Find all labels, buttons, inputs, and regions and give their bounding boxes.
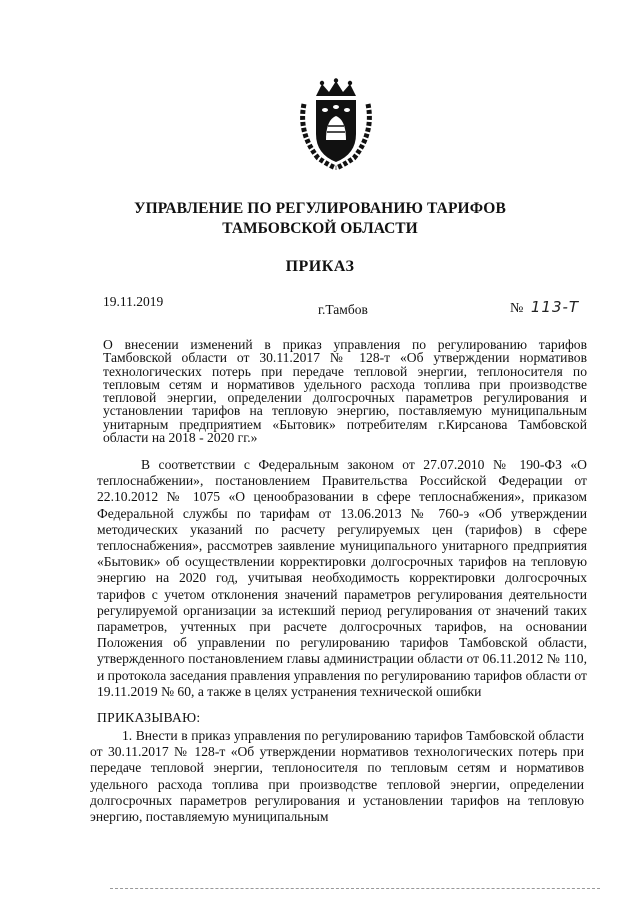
document-type: ПРИКАЗ bbox=[285, 258, 355, 275]
preamble-paragraph bbox=[97, 457, 587, 700]
order-item-1 bbox=[90, 728, 584, 825]
document-city: г.Тамбов bbox=[318, 302, 368, 317]
order-item-1-text: 1. Внести в приказ управления по регулированию тарифов Тамбовской области от 30.11.2017 № 128-т «Об утверждении нормативов технологических потерь при передаче тепловой энергии, теплоносителя по тепловым сетям и нормативов удельного расхода топлива при производстве тепловой энергии, определении долгосрочных параметров регулирования и установлении тарифов на тепловую энергию, поставляемую муниципальным bbox=[90, 728, 584, 825]
footer-divider bbox=[110, 888, 600, 889]
document-subject: О внесении изменений в приказ управления по регулированию тарифов Тамбовской области от 30.11.2017 № 128-т «Об утверждении нормативов технологических потерь при передаче тепловой энергии, теплоносителя по тепловым сетям и нормативов удельного расхода топлива при производстве тепловой энергии, определении долгосрочных параметров регулирования и установлении тарифов на тепловую энергию, поставляемую муниципальным унитарным предприятием «Бытовик» потребителям г.Кирсанова Тамбовской области на 2018 - 2020 гг.» bbox=[103, 337, 587, 446]
number-prefix: № bbox=[510, 301, 524, 316]
preamble-text: В соответствии с Федеральным законом от 27.07.2010 № 190-ФЗ «О теплоснабжении», постановлением Правительства Российской Федерации от 22.10.2012 № 1075 «О ценообразовании в сфере теплоснабжения», приказом Федеральной службы по тарифам от 13.06.2013 № 760-э «Об утверждении методических указаний по расчету регулируемых цен (тарифов) в сфере теплоснабжения», рассмотрев заявление муниципального унитарного предприятия «Бытовик» об осуществлении корректировки долгосрочных тарифов на тепловую энергию на 2020 год, учитывая необходимость корректировки долгосрочных тарифов с учетом отклонения значений параметров регулирования деятельности регулируемой организации за истекший период регулирования от значений таких параметров, учтенных при расчете долгосрочных тарифов, на основании Положения об управлении по регулированию тарифов Тамбовской области, утвержденного постановлением главы администрации области от 06.11.2012 № 110, и протокола заседания правления управления по регулированию тарифов области от 19.11.2019 № 60, а также в целях устранения технической ошибки bbox=[97, 457, 587, 699]
issuer-region: ТАМБОВСКОЙ ОБЛАСТИ bbox=[222, 220, 418, 237]
handwritten-number: 113-Т bbox=[530, 298, 580, 316]
issuer-title: УПРАВЛЕНИЕ ПО РЕГУЛИРОВАНИЮ ТАРИФОВ bbox=[134, 200, 506, 217]
document-date: 19.11.2019 bbox=[103, 294, 164, 309]
document-number bbox=[510, 298, 579, 317]
order-word: ПРИКАЗЫВАЮ: bbox=[97, 710, 201, 725]
coat-of-arms-icon bbox=[296, 78, 376, 170]
